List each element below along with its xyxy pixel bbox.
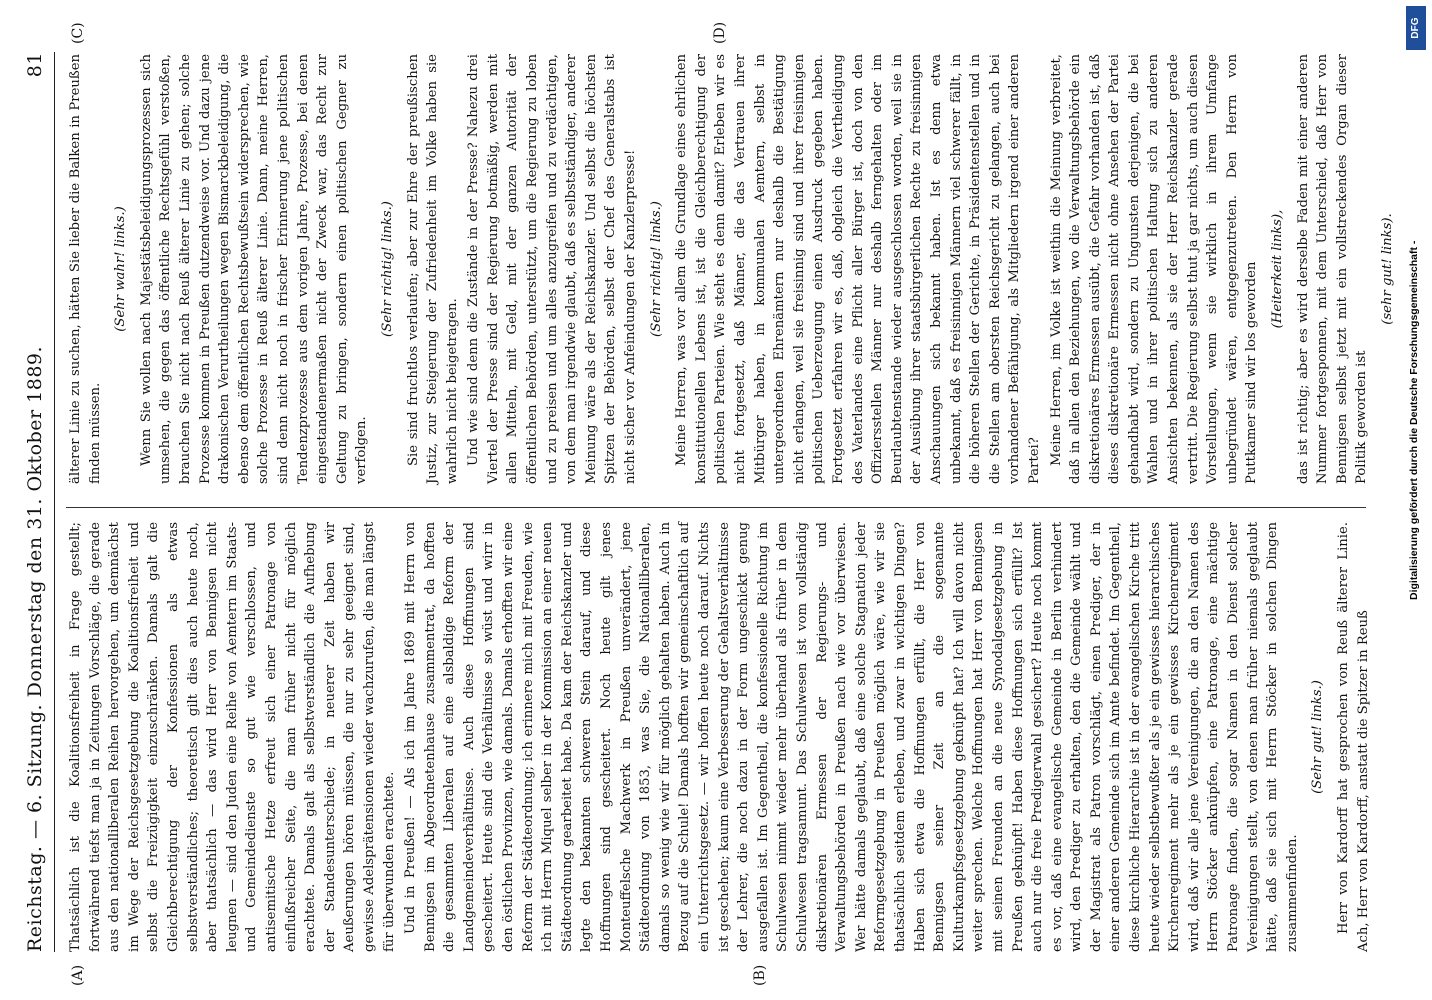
credit-text: Digitalisierung gefördert durch die Deutsche Forschungsgemeinschaft - (1408, 240, 1420, 600)
margin-marker-c: (C) (70, 22, 86, 44)
interjection: (Heiterkeit links), (1270, 209, 1286, 329)
paragraph: Wenn Sie wollen nach Majestätsbeleidigungsprozessen sich umsehen, die gegen das öffentliche Rechtsgefühl verstoßen, brauchen Sie nicht nach Reuß älterer Linie zu gehen; solche Prozesse kommen in Preußen dutzendweise vor. Und dazu jene drakonischen Verurtheilungen wegen Bismarckbeleidigung, die ebenso dem öffentlichen Rechtsbewußtsein widersprechen, wie solche Prozesse in Reuß älterer Linie. Dann, meine Herren, sind denn nicht noch in frischer Erinnerung jene politischen Tendenzprozesse aus dem vorigen Jahre, Prozesse, bei denen eingestandenermaßen nicht der Zweck war, das Recht zur Geltung zu bringen, sondern einen politischen Gegner zu verfolgen. (138, 54, 370, 484)
digitization-credit (1404, 0, 1432, 1000)
paragraph: Herr von Kardorff hat gesprochen von Reuß älterer Linie. Ach, Herr von Kardorff, anstatt die Spitzer in Reuß (1336, 522, 1371, 952)
column-divider (66, 507, 1366, 508)
header-title: Reichstag. — 6. Sitzung. Donnerstag den 31. Oktober 1889. (24, 345, 46, 952)
paragraph: Meine Herren, im Volke ist weithin die Meinung verbreitet, daß in allen den Beziehungen, wo die Verwaltungsbehörde ein diskretionäres Ermessen ausübt, die Gefahr vorhanden ist, daß dieses diskretionäre Ermessen nicht ohne Ansehen der Partei gehandhabt wird, sondern zu Ungunsten derjenigen, die bei Wahlen und in ihrer politischen Haltung sich zu anderen Ansichten bekennen, als sie der Herr Reichskanzler gerade vertritt. Die Regierung selbst thut ja gar nichts, um auch diesen Vorstellungen, wenn sie wirklich in ihrem Umfange unbegründet wären, entgegenzutreten. Den Herrn von Puttkamer sind wir los geworden (1048, 54, 1260, 484)
margin-marker-d: (D) (712, 21, 728, 44)
paragraph: Thatsächlich ist die Koalitionsfreiheit in Frage gestellt; fortwährend tiefst man ja in Zeitungen Vorschläge, die gerade aus den nationalliberalen Reihen hervorgehen, um demnächst im Wege der Reichsgesetzgebung die Koalitionsfreiheit und selbst die Freizügigkeit einzuschränken. Damals galt die Gleichberechtigung der Konfessionen als etwas selbstverständliches; theoretisch gilt dies auch heute noch, aber thatsächlich — das wird Herr von Bennigsen nicht leugnen — sind den Juden eine Reihe von Aemtern im Staats- und Gemeindedienste so gut wie verschlossen, und antisemitische Hetze erfreut sich einer Patronage von einflußreicher Seite, die man früher nicht für möglich erachtete. Damals galt als selbstverständlich die Aufhebung der Standesunterschiede; in neuerer Zeit haben wir Aeußerungen hören müssen, die nur zu sehr geeignet sind, gewisse Adelsprätensionen wieder wachzurufen, die man längst für überwunden erachtete. (68, 522, 397, 952)
margin-marker-a: (A) (70, 964, 86, 986)
margin-marker-b: (B) (752, 964, 768, 986)
paragraph: älterer Linie zu suchen, hätten Sie lieber die Balken in Preußen finden müssen. (68, 54, 103, 484)
dfg-logo-text: DFG (1410, 17, 1421, 39)
paragraph: Sie sind fruchtlos verlaufen; aber zur Ehre der preußischen Justiz, zur Steigerung der Zufriedenheit im Volke haben sie wahrlich nicht beigetragen. (405, 54, 460, 484)
left-column (66, 522, 1371, 952)
paragraph: Meine Herren, was vor allem die Grundlage eines ehrlichen konstitutionellen Lebens ist, ist die Gleichberechtigung der politischen Parteien. Wie steht es denn damit? Erleben wir es nicht fortgesetzt, daß Männer, die das Vertrauen ihrer Mitbürger haben, in kommunalen Aemtern, selbst in untergeordneten Ehrenämtern nur deshalb die Bestätigung nicht erlangen, weil sie freisinnig sind und ihrer freisinnigen politischen Ueberzeugung einen Ausdruck gegeben haben. Fortgesetzt erfahren wir es, daß, obgleich die Vertheidigung des Vaterlandes eine Pflicht aller Bürger ist, doch von den Offiziersstellen Männer nur deshalb ferngehalten oder im Beurlaubtenstande wieder ausgeschlossen worden, weil sie in der Ausübung ihrer staatsbürgerlichen Rechte zu freisinnigen Anschauungen sich bekannt haben. Ist es denn etwa unbekannt, daß es freisinnigen Männern viel schwerer fällt, in die höheren Stellen der Gerichte, in Präsidentenstellen und in die Stellen am obersten Reichsgericht zu gelangen, auch bei vorhandener Befähigung, als Mitgliedern irgend einer anderen Partei? (674, 54, 1042, 484)
paragraph: Und wie sind denn die Zustände in der Presse? Nahezu drei Viertel der Presse sind der Regierung botmäßig, werden mit allen Mitteln, mit Geld, mit der ganzen Autorität der öffentlichen Behörden, unterstützt, um die Regierung zu loben und zu preisen und um alles anzugreifen und zu verdächtigen, von dem man irgendwie glaubt, daß es selbstständiger, anderer Meinung wäre als der Reichskanzler. Und selbst die höchsten Spitzen der Behörden, selbst der Chef des Generalstabs ist nicht sicher vor Anfeindungen der Kanzlerpresse! (466, 54, 639, 484)
paragraph: Und in Preußen! — Als ich im Jahre 1869 mit Herrn von Bennigsen im Abgeordnetenhause zusammentrat, da hofften die gesammten Liberalen auf eine alsbaldige Reform der Landgemeindeverhältnisse. Auch diese Hoffnungen sind gescheitert. Heute sind die Verhältnisse so wüst und wirr in den östlichen Provinzen, wie damals. Damals erhofften wir eine Reform der Städteordnung; ich erinnere mich mit Freuden, wie ich mit Herrn Miquel selber in der Kommission an einer neuen Städteordnung gearbeitet habe. Da kam der Reichskanzler und legte den bekannten schweren Stein darauf, und diese Hoffnungen sind gescheitert. Noch heute gilt jenes Monteuffelsche Machwerk in Preußen unverändert, jene Städteordnung von 1853, was Sie, die Nationalliberalen, damals so wenig wie wir für möglich gehalten haben. Auch in Bezug auf die Schule! Damals hofften wir gemeinschaftlich auf ein Unterrichtsgesetz. — wir hoffen heute noch darauf. Nichts ist geschehen; kaum eine Verbesserung der Gehaltsverhältnisse der Lehrer, die noch dazu in der Form ungeschickt genug ausgefallen ist. Im Gegentheil, die konfessionelle Richtung im Schulwesen nimmt wieder mehr überhand als früher in dem Schulwesen tragsamunt. Das Schulwesen ist vom vollständig diskretionären Ermessen der Regierungs- und Verwaltungsbehörden in Preußen nach wie vor überwiesen. Wer hätte damals geglaubt, daß eine solche Stagnation jeder Reformgesetzgebung in Preußen möglich wäre, wie wir sie thatsächlich seitdem erleben, und zwar in wichtigen Dingen? Haben sich etwa die Hoffnungen erfüllt, die Herr von Bennigsen seiner Zeit an die sogenannte Kulturkampfsgesetzgebung geknüpft hat? Ich will davon nicht weiter sprechen. Welche Hoffnungen hat Herr von Bennigsen mit seinen Freunden an die neue Synodalgesetzgebung in Preußen geknüpft! Haben diese Hoffnungen sich erfüllt? Ist auch nur die freie Predigerwahl gesichert? Heute noch kommt es vor, daß eine evangelische Gemeinde in Berlin verhindert wird, den Prediger zu erhalten, den die Gemeinde wählt und der Magistrat als Patron vorschlägt, einen Prediger, der in einer anderen Gemeinde sich im Amte befindet. Im Gegentheil, diese kirchliche Hierarchie ist in der evangelischen Kirche tritt heute wieder selbstbewußter als je ein gewisses hierarchisches Kirchenregiment mehr als je ein gewisses Kirchenregiment wird, daß wir alle jene Vereinigungen, die an den Namen des Herrn Stöcker anknüpfen, eine Patronage, eine mächtige Patronage finden, die sogar Namen in den Dienst solcher Vereinigungen stellt, von denen man früher niemals geglaubt hätte, daß sie sich mit Herrn Stöcker in solchen Dingen zusammenfinden. (403, 522, 1300, 952)
interjection: (Sehr richtig! links.) (648, 201, 664, 337)
interjection: (Sehr wahr! links.) (113, 206, 129, 332)
interjection: (Sehr gut! links.) (1310, 680, 1326, 794)
page-number: 81 (24, 52, 46, 78)
interjection: (Sehr richtig! links.) (379, 201, 395, 337)
page-header (22, 52, 55, 952)
interjection: (sehr gut! links). (1380, 213, 1395, 325)
paragraph: das ist richtig; aber es wird derselbe Faden mit einer anderen Nummer fortgesponnen, mit dem Unterschied, daß Herr von Bennigsen selbst jetzt mit ein vollstreckendes Organ dieser Politik geworden ist (1295, 54, 1370, 484)
right-column (66, 54, 1395, 484)
